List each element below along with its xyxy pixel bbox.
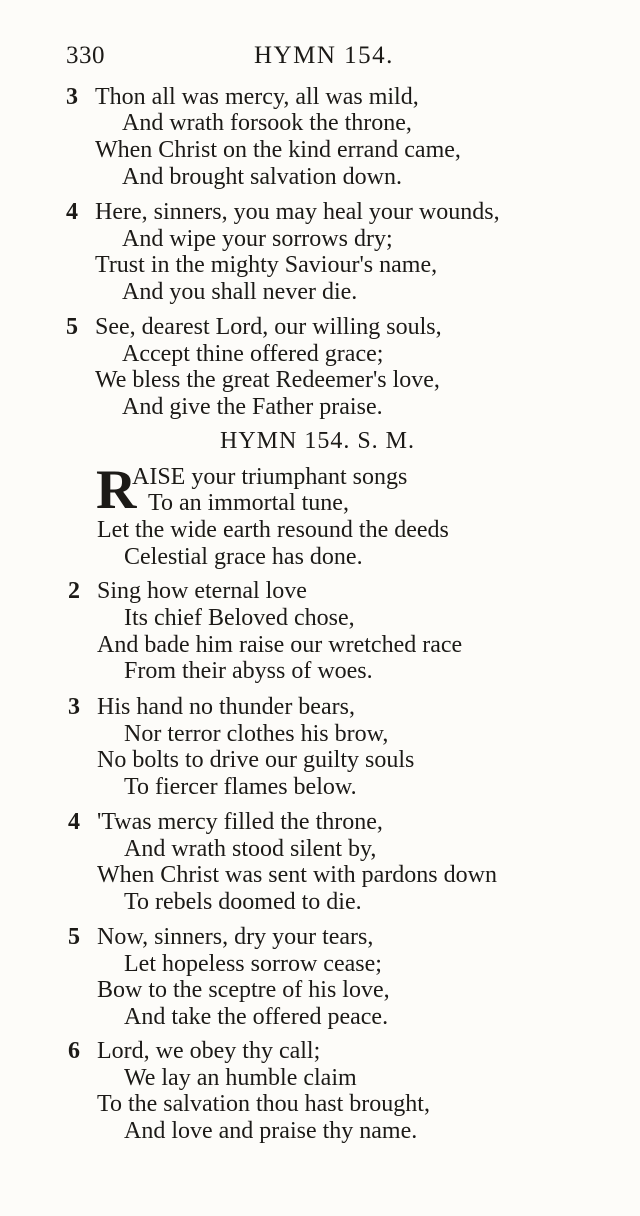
stanza-number: 5	[68, 924, 80, 950]
hymn-line: To an immortal tune,	[148, 490, 349, 516]
stanza-number: 4	[66, 199, 78, 225]
hymn-line: We lay an humble claim	[124, 1065, 357, 1091]
hymn-line: Here, sinners, you may heal your wounds,	[95, 199, 500, 225]
hymn-line: When Christ was sent with pardons down	[97, 862, 497, 888]
hymn-line: And wipe your sorrows dry;	[122, 226, 393, 252]
hymn-line: To the salvation thou hast brought,	[97, 1091, 430, 1117]
hymn-line: Accept thine offered grace;	[122, 341, 384, 367]
hymn-line: AISE your triumphant songs	[132, 464, 408, 490]
hymn-line: His hand no thunder bears,	[97, 694, 355, 720]
drop-cap: R	[96, 459, 137, 521]
hymn-line: And love and praise thy name.	[124, 1118, 418, 1144]
hymn-line: From their abyss of woes.	[124, 658, 373, 684]
hymn-line: And bade him raise our wretched race	[97, 632, 463, 658]
hymn-line: Trust in the mighty Saviour's name,	[95, 252, 438, 278]
stanza-number: 3	[66, 84, 78, 110]
stanza-number: 2	[68, 578, 80, 604]
hymn-line: And you shall never die.	[122, 279, 358, 305]
hymn-line: And wrath forsook the throne,	[122, 110, 412, 136]
hymn-line: See, dearest Lord, our willing souls,	[95, 314, 442, 340]
hymn-line: Sing how eternal love	[97, 578, 307, 604]
hymn-line: When Christ on the kind errand came,	[95, 137, 461, 163]
hymn-line: To rebels doomed to die.	[124, 889, 362, 915]
page-number: 330	[66, 42, 105, 69]
hymn-line: Let hopeless sorrow cease;	[124, 951, 382, 977]
hymn-line: To fiercer flames below.	[124, 774, 357, 800]
stanza-number: 4	[68, 809, 80, 835]
stanza-number: 5	[66, 314, 78, 340]
hymn-line: 'Twas mercy filled the throne,	[97, 809, 383, 835]
hymn-line: Now, sinners, dry your tears,	[97, 924, 374, 950]
page-header	[66, 42, 606, 76]
hymn-line: And brought salvation down.	[122, 164, 402, 190]
hymn-line: Its chief Beloved chose,	[124, 605, 355, 631]
hymn-line: We bless the great Redeemer's love,	[95, 367, 440, 393]
hymn-line: Thon all was mercy, all was mild,	[95, 84, 419, 110]
hymn-line: Celestial grace has done.	[124, 544, 363, 570]
hymn-line: And give the Father praise.	[122, 394, 383, 420]
hymn-title: HYMN 154. S. M.	[220, 428, 416, 454]
hymn-line: Nor terror clothes his brow,	[124, 721, 389, 747]
hymn-line: And take the offered peace.	[124, 1004, 389, 1030]
running-title: HYMN 154.	[254, 42, 394, 69]
hymn-line: Lord, we obey thy call;	[97, 1038, 321, 1064]
hymn-line: Let the wide earth resound the deeds	[97, 517, 449, 543]
hymn-line: No bolts to drive our guilty souls	[97, 747, 415, 773]
stanza-number: 6	[68, 1038, 80, 1064]
stanza-number: 3	[68, 694, 80, 720]
hymn-line: And wrath stood silent by,	[124, 836, 377, 862]
hymn-line: Bow to the sceptre of his love,	[97, 977, 390, 1003]
